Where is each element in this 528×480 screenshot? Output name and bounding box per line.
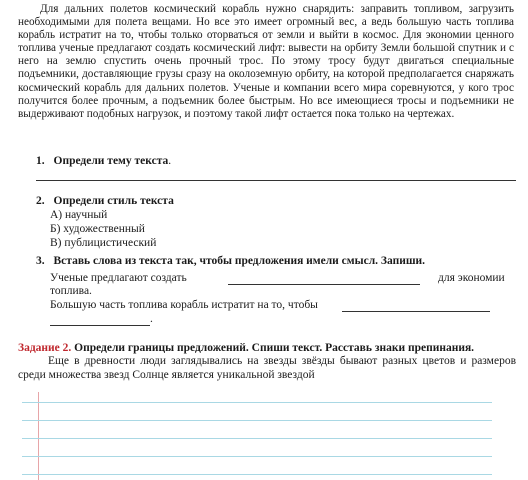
- question-3-line1-end: для экономии: [438, 272, 505, 284]
- task-2-text: Еще в древности люди заглядывались на звезды звёзды бывают разных цветов и размеров среди множества звезд Солнце является уникальной звездой: [18, 355, 516, 381]
- question-3-end-dot: .: [150, 313, 153, 325]
- question-3-line2: топлива.: [50, 285, 92, 297]
- question-1-answer-line[interactable]: [36, 180, 516, 181]
- writing-line: [22, 420, 492, 421]
- question-2: [36, 195, 174, 208]
- question-3-number: 3.: [36, 255, 45, 267]
- question-3-title: Вставь слова из текста так, чтобы предложения имели смысл. Запиши.: [53, 255, 426, 267]
- task-2: [18, 342, 516, 382]
- question-1-dot: .: [168, 155, 172, 167]
- question-2-option-b: Б) художественный: [50, 223, 145, 235]
- question-1-title: Определи тему текста: [53, 155, 169, 167]
- question-3-line1-start: Ученые предлагают создать: [50, 272, 187, 284]
- question-2-option-c: В) публицистический: [50, 237, 157, 249]
- question-3: [36, 255, 425, 268]
- writing-area[interactable]: [22, 392, 492, 480]
- question-2-number: 2.: [36, 195, 45, 207]
- question-1-number: 1.: [36, 155, 45, 167]
- question-2-title: Определи стиль текста: [53, 195, 174, 207]
- writing-line: [22, 438, 492, 439]
- reading-passage: Для дальних полетов космический корабль нужно снарядить: заправить топливом, загрузить необходимыми для полета вещами. Но все это имеет огромный вес, а ведь большую часть топлива корабль истратит на то, чтобы только оторваться от земли и выйти в космос. Для экономии ценного топлива ученые предлагают создать космический лифт: вывести на орбиту Земли большой спутник и с него на землю спустить очень прочный трос. По этому тросу будут двигаться специальные подъемники, доставляющие грузы сразу на околоземную орбиту, на которой предполагается снаряжать космический корабль для дальних полетов. Ученые и компании всего мира соревнуются, у кого трос получится более прочным, а подъемник более быстрым. Но все имеющиеся тросы и подъемники не выдерживают подобных нагрузок, и поэтому такой лифт остается пока только на чертежах.: [18, 3, 514, 120]
- writing-line: [22, 456, 492, 457]
- question-1: [36, 155, 171, 168]
- question-3-blank-2[interactable]: [342, 311, 490, 312]
- writing-line: [22, 402, 492, 403]
- question-3-blank-1[interactable]: [228, 284, 420, 285]
- question-3-line3: Большую часть топлива корабль истратит на то, чтобы: [50, 299, 318, 311]
- question-3-blank-3[interactable]: [50, 325, 150, 326]
- margin-line: [38, 392, 39, 480]
- task-2-label: Задание 2.: [18, 342, 72, 354]
- question-2-option-a: А) научный: [50, 209, 108, 221]
- writing-line: [22, 474, 492, 475]
- task-2-title: Определи границы предложений. Спиши текст. Расставь знаки препинания.: [74, 342, 475, 354]
